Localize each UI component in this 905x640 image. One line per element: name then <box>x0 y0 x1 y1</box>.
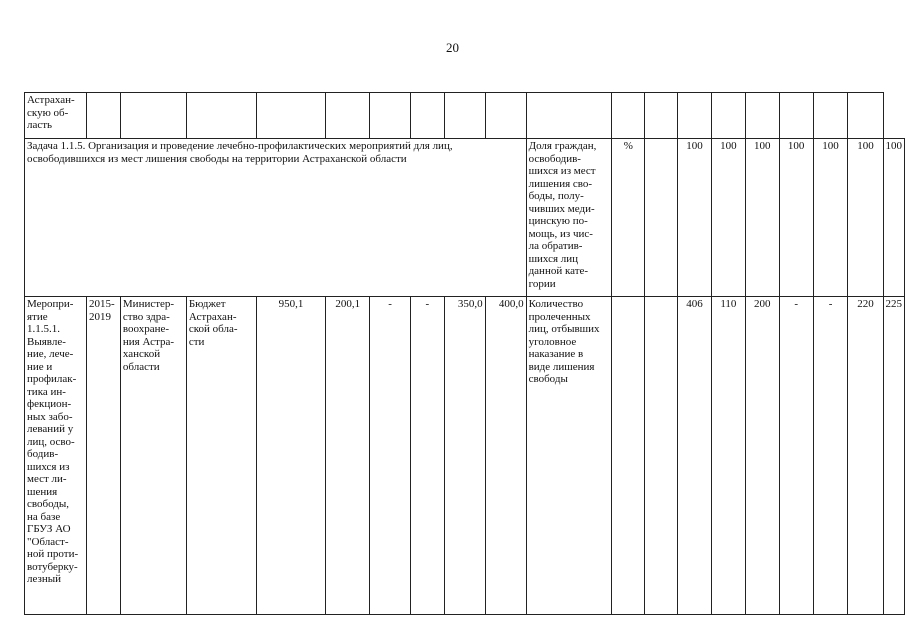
measure-2016: - <box>370 297 411 615</box>
table-row-measure <box>25 297 905 615</box>
page-number: 20 <box>446 40 459 55</box>
region-cell: Астрахан- скую об- ласть <box>25 93 87 139</box>
empty-cell <box>645 93 678 139</box>
empty-cell <box>326 93 370 139</box>
measure-2017: - <box>410 297 444 615</box>
empty-cell <box>779 93 813 139</box>
measure-executor: Министер- ство здра- воохране- ния Астра- ханской области <box>120 297 186 615</box>
empty-cell <box>86 93 120 139</box>
task-value: 100 <box>883 139 905 297</box>
task-value: 100 <box>678 139 712 297</box>
empty-cell <box>678 93 712 139</box>
task-value: 100 <box>745 139 779 297</box>
measure-value: 200 <box>745 297 779 615</box>
measure-years: 2015- 2019 <box>86 297 120 615</box>
measure-source: Бюджет Астрахан- ской обла- сти <box>186 297 256 615</box>
measure-2019: 400,0 <box>485 297 526 615</box>
measure-value: 220 <box>848 297 883 615</box>
empty-cell <box>256 93 326 139</box>
empty-cell <box>410 93 444 139</box>
empty-cell <box>370 93 411 139</box>
measure-2018: 350,0 <box>444 297 485 615</box>
measure-value: 110 <box>711 297 745 615</box>
measure-indicator: Количество пролеченных лиц, отбывших уголовное наказание в виде лишения свободы <box>526 297 612 615</box>
empty-cell <box>745 93 779 139</box>
empty-cell <box>526 93 612 139</box>
program-table <box>24 92 905 615</box>
empty-cell <box>813 93 848 139</box>
task-value: 100 <box>848 139 883 297</box>
empty-cell <box>444 93 485 139</box>
table-row-task <box>25 139 905 297</box>
empty-cell <box>612 93 645 139</box>
measure-unit <box>612 297 645 615</box>
measure-value: - <box>779 297 813 615</box>
task-value: 100 <box>813 139 848 297</box>
empty-cell <box>848 93 883 139</box>
empty-cell <box>645 297 678 615</box>
task-description: Задача 1.1.5. Организация и проведение лечебно-профилактических мероприятий для лиц, освободившихся из мест лишения свободы на территории Астраханской области <box>25 139 527 297</box>
empty-cell <box>711 93 745 139</box>
measure-total: 950,1 <box>256 297 326 615</box>
empty-cell <box>485 93 526 139</box>
task-unit: % <box>612 139 645 297</box>
measure-name: Меропри- ятие 1.1.5.1. Выявле- ние, лече- ние и профилак- тика ин- фекцион- ных забо- леваний у лиц, осво- бодив- шихся из мест ли- шения свободы, на базе ГБУЗ АО "Област- ной проти- вотуберку- лезный <box>25 297 87 615</box>
measure-value: 225 <box>883 297 905 615</box>
table-row-region <box>25 93 905 139</box>
task-value: 100 <box>779 139 813 297</box>
empty-cell <box>120 93 186 139</box>
task-indicator: Доля граждан, освободив- шихся из мест лишения сво- боды, полу- чивших меди- цинскую по- мощь, из чис- ла обратив- шихся лиц данной кате- гории <box>526 139 612 297</box>
task-value: 100 <box>711 139 745 297</box>
measure-2015: 200,1 <box>326 297 370 615</box>
measure-value: 406 <box>678 297 712 615</box>
empty-cell <box>186 93 256 139</box>
empty-cell <box>645 139 678 297</box>
measure-value: - <box>813 297 848 615</box>
